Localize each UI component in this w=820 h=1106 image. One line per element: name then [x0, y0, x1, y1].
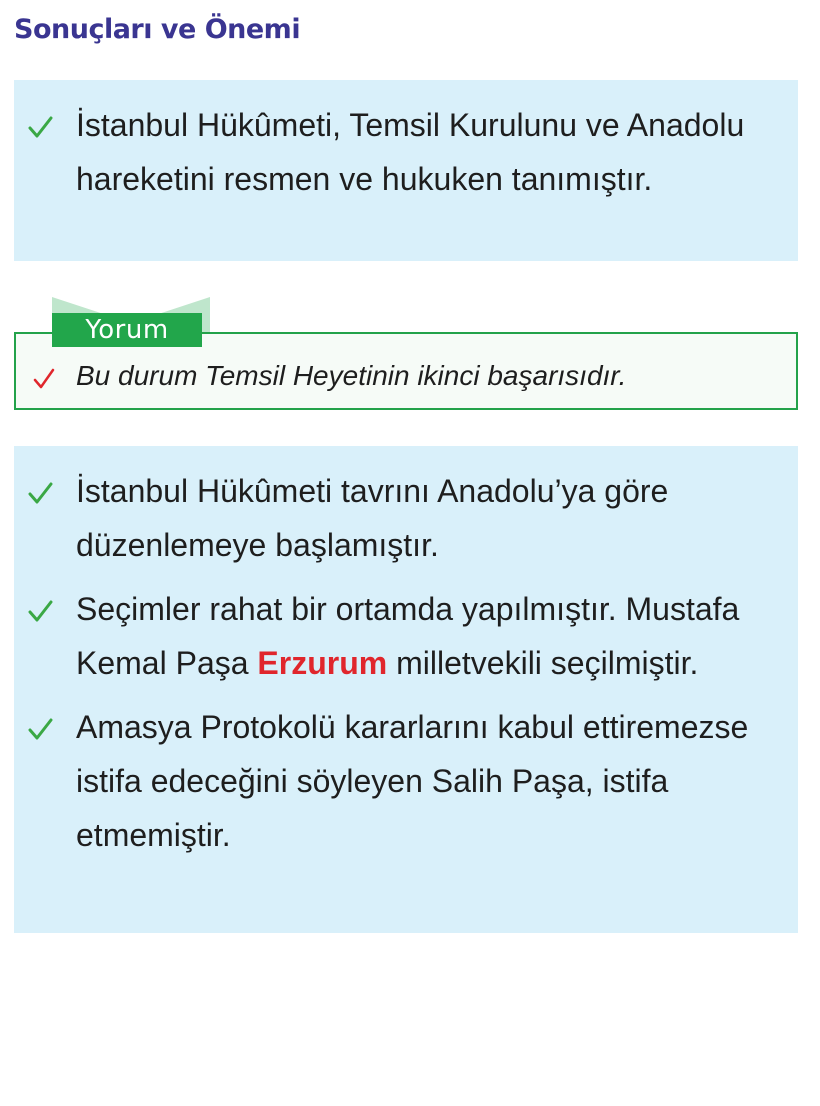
list-item	[14, 80, 798, 206]
check-mark-icon	[26, 700, 54, 754]
yorum-label: Yorum	[52, 313, 202, 347]
list-item	[14, 446, 798, 572]
list-item	[14, 700, 798, 862]
info-box-top	[14, 80, 798, 261]
section-title: Sonuçları ve Önemi	[14, 14, 301, 45]
check-mark-icon	[32, 360, 56, 394]
check-mark-icon	[26, 98, 54, 152]
yorum-text: Bu durum Temsil Heyetinin ikinci başarısıdır.	[76, 360, 627, 391]
check-mark-icon	[26, 582, 54, 636]
list-item	[14, 582, 798, 690]
check-mark-icon	[26, 464, 54, 518]
info-box-bottom	[14, 446, 798, 933]
list-item-text: Amasya Protokolü kararlarını kabul ettiremezse istifa edeceğini söyleyen Salih Paşa, istifa etmemiştir.	[76, 709, 749, 853]
list-item-text: milletvekili seçilmiştir.	[387, 645, 699, 681]
list-item-text: İstanbul Hükûmeti, Temsil Kurulunu ve Anadolu hareketini resmen ve hukuken tanımıştır.	[76, 107, 745, 197]
highlight-text: Erzurum	[257, 645, 388, 681]
list-item-text: İstanbul Hükûmeti tavrını Anadolu’ya göre düzenlemeye başlamıştır.	[76, 473, 669, 563]
list-item-text: Seçimler rahat bir ortamda yapılmıştır. Mustafa Kemal Paşa	[76, 591, 740, 681]
